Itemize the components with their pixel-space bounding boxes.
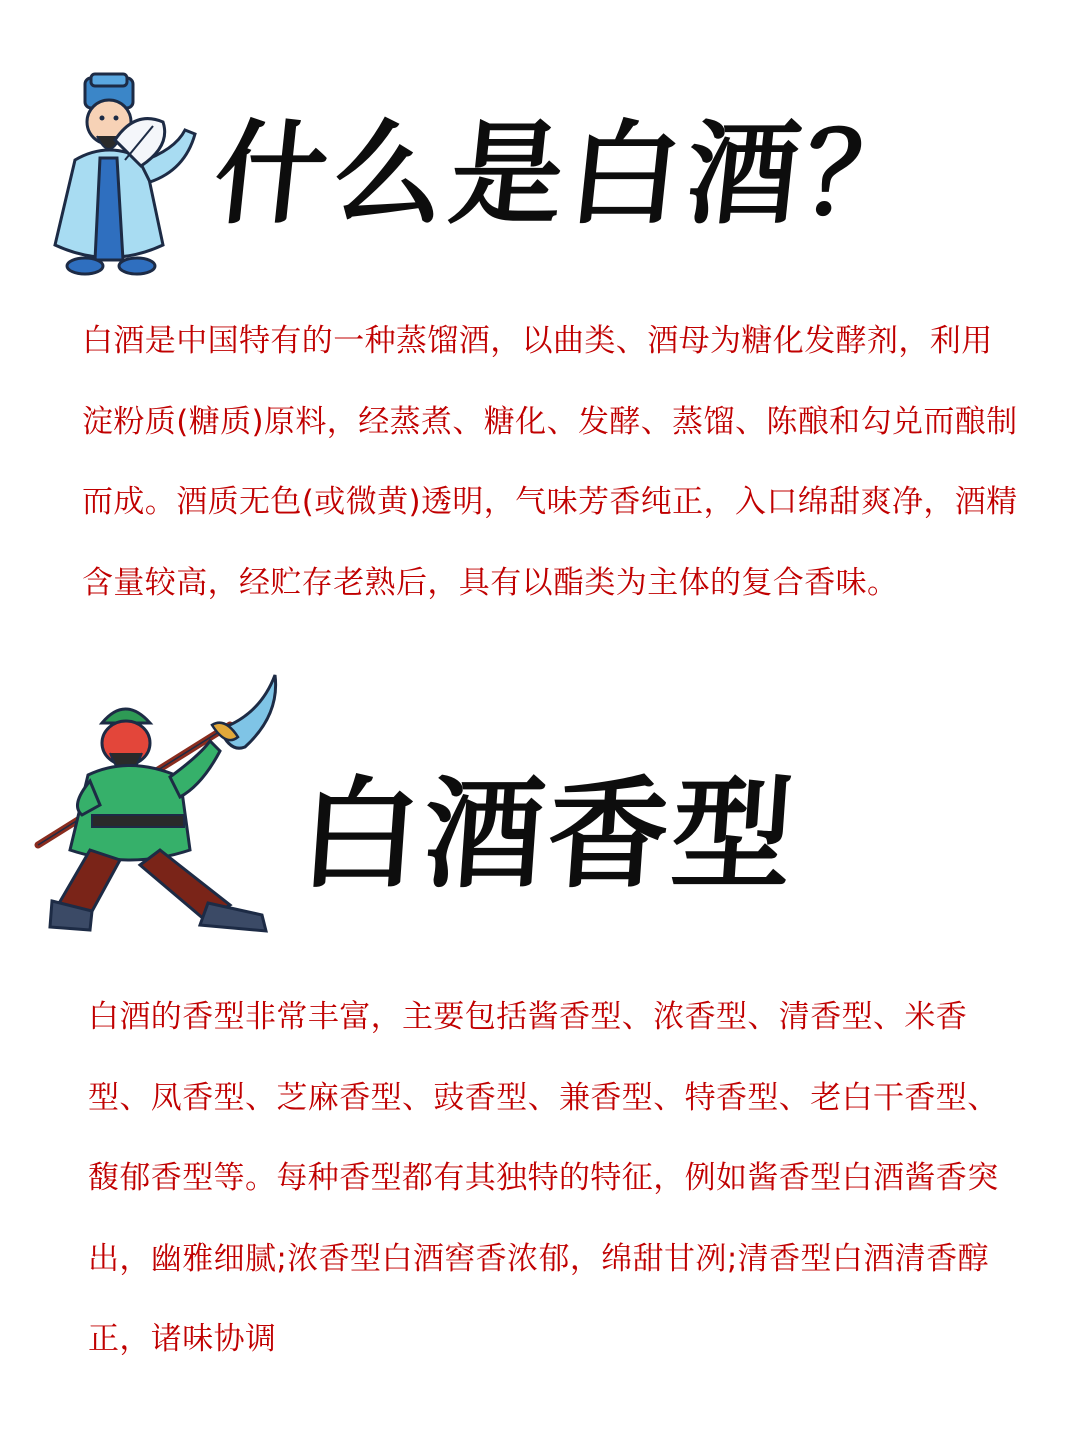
section-title-baijiu-aroma-types: 白酒香型 <box>295 764 801 905</box>
section-body-baijiu-aroma-types: 白酒的香型非常丰富，主要包括酱香型、浓香型、清香型、米香型、凤香型、芝麻香型、豉香型、兼香型、特香型、老白干香型、馥郁香型等。每种香型都有其独特的特征，例如酱香型白酒酱香突出，幽雅细腻;浓香型白酒窖香浓郁，绵甜甘冽;清香型白酒清香醇正，诸味协调 <box>88 999 999 1357</box>
scholar-with-feather-fan-icon <box>45 70 210 280</box>
section-title-what-is-baijiu: 什么是白酒？ <box>208 109 930 240</box>
section-body-what-is-baijiu: 白酒是中国特有的一种蒸馏酒，以曲类、酒母为糖化发酵剂，利用淀粉质(糖质)原料，经蒸煮、糖化、发酵、蒸馏、陈酿和勾兑而酿制而成。酒质无色(或微黄)透明，气味芳香纯正，入口绵甜爽净，酒精含量较高，经贮存老熟后，具有以酯类为主体的复合香味。 <box>82 323 1018 601</box>
warrior-with-glaive-icon <box>30 665 290 940</box>
